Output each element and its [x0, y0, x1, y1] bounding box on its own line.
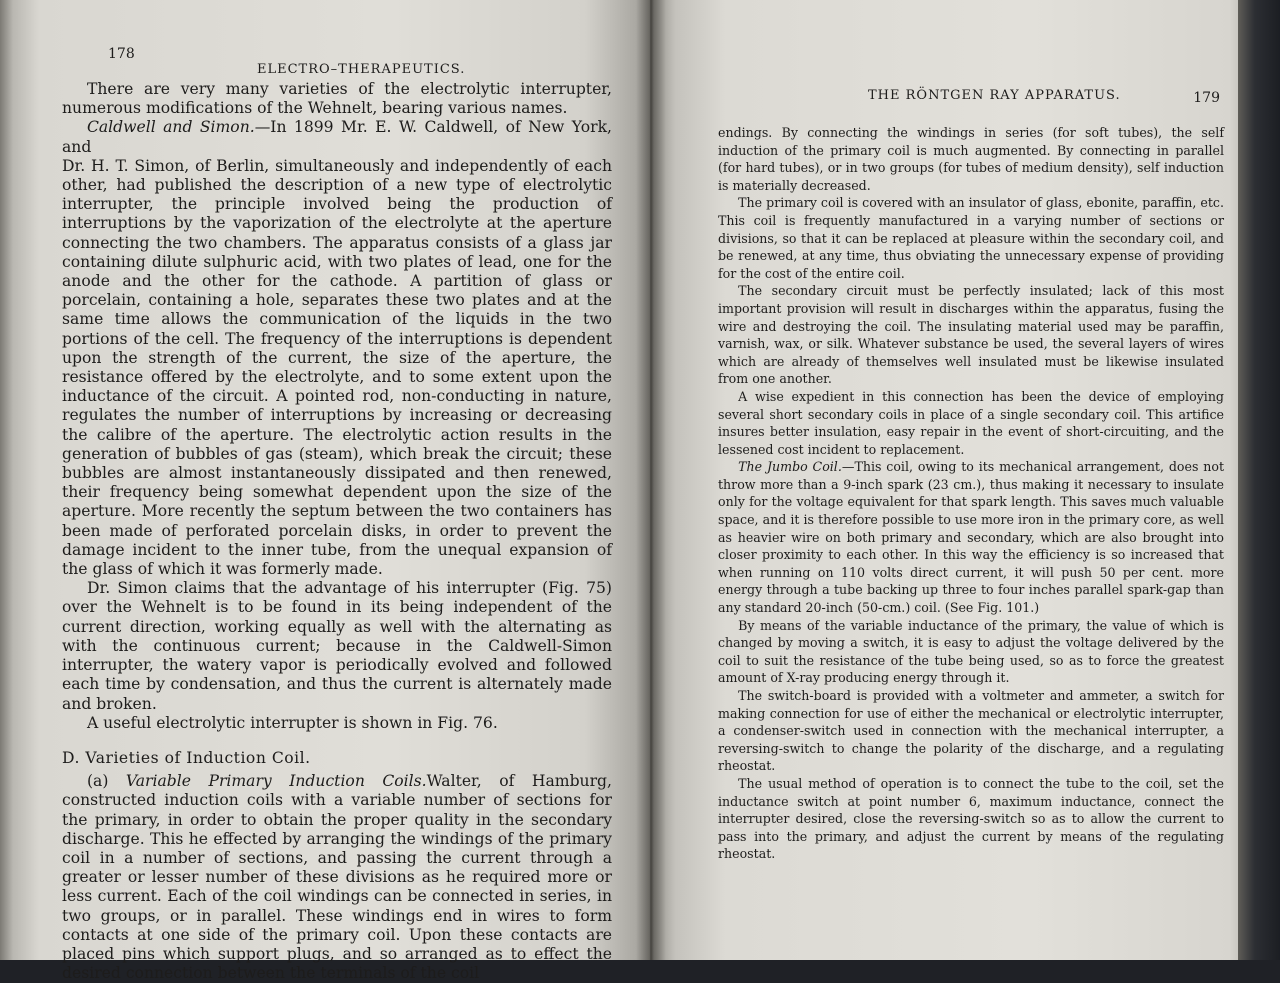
paragraph: endings. By connecting the windings in series (for soft tubes), the self induction of the primary coil is much augmented. By connecting in parallel (for hard tubes), or in two groups (for tubes of medium density), self induction is materially decreased. [718, 125, 1224, 193]
jumbo-heading: The Jumbo Coil. [738, 459, 842, 475]
right-running-head [718, 80, 1224, 124]
paragraph: A wise expedient in this connection has been the device of employing several short secondary coils in place of a single secondary coil. This artifice insures better insulation, easy repair in the event of short-circuiting, and the lessened cost incident to replacement. [718, 388, 1224, 457]
right-running-title: THE RÖNTGEN RAY APPARATUS. [868, 88, 1121, 103]
paragraph: By means of the variable inductance of the primary, the value of which is changed by moving a switch, it is easy to adjust the voltage delivered by the coil to suit the resistance of the tube being used, so as to force the greatest amount of X-ray producing energy through it. [718, 617, 1224, 686]
subsection-prefix: (a) [86, 772, 109, 791]
caldwell-heading: Caldwell and Simon. [86, 118, 255, 137]
paragraph-body: —This coil, owing to its mechanical arrangement, does not throw more than a 9-inch spark (23 cm.), thus making it necessary to insulate only for the voltage equivalent for that spark length. This saves much valuable space, and it is therefore possible to use more iron in the primary core, as well as heavier wire on both primary and secondary, which are also brought into closer proximity to each other. In this way the efficiency is so increased that when running on 110 volts direct current, it will push 50 per cent. more energy through a tube backing up three to four inches parallel spark-gap than any standard 20-inch (50-cm.) coil. (See Fig. 101.) [718, 459, 1225, 616]
paragraph: A useful electrolytic interrupter is shown in Fig. 76. [86, 713, 498, 732]
section-heading: D. Varieties of Induction Coil. [62, 748, 311, 767]
right-page-number: 179 [1193, 90, 1220, 106]
left-page-number: 178 [108, 46, 135, 62]
paragraph: The usual method of operation is to connect the tube to the coil, set the inductance switch at point number 6, maximum inductance, connect the interrupter desired, close the reversing-switch so as to allow the current to pass into the primary, and adjust the current by means of the regulating rheostat. [718, 775, 1224, 862]
paragraph-body: Walter, of Hamburg, constructed induction coils with a variable number of sections for the primary, in order to obtain the proper quality in the secondary discharge. This he effected by arranging the windings of the primary coil in a number of sections, and passing the current through a greater or lesser number of these divisions as he required more or less current. Each of the coil windings can be connected in series, in two groups, or in parallel. These windings end in wires to form contacts at one side of the primary coil. Upon these contacts are placed pins which support plugs, and so arranged as to effect the desired connection between the terminals of the coil [62, 772, 612, 983]
right-page [650, 0, 1280, 960]
right-page-text [718, 124, 1224, 863]
paragraph: The secondary circuit must be perfectly insulated; lack of this most important provision will result in discharges within the apparatus, fusing the wire and destroying the coil. The insulating material used may be paraffin, varnish, wax, or silk. Whatever substance be used, the several layers of wires which are already of themselves well insulated must be likewise insulated from one another. [718, 283, 1224, 387]
paragraph: Dr. H. T. Simon, of Berlin, simultaneously and independently of each other, had published the description of a new type of electrolytic interrupter, the principle involved being the production of interruptions by the vaporization of the electrolyte at the aperture connecting the two chambers. The apparatus consists of a glass jar containing dilute sulphuric acid, with two plates of lead, one for the anode and the other for the cathode. A partition of glass or porcelain, containing a hole, separates these two plates and at the same time allows the communication of the liquids in the two portions of the cell. The frequency of the interruptions is dependent upon the strength of the current, the size of the aperture, the resistance offered by the electrolyte, and to some extent upon the inductance of the circuit. A pointed rod, non-conducting in nature, regulates the number of interruptions by increasing or decreasing the calibre of the aperture. The electrolytic action results in the generation of bubbles of gas (steam), which break the circuit; these bubbles are almost instantaneously dissipated and then renewed, their frequency being somewhat dependent upon the size of the aperture. More recently the septum between the two containers has been made of perforated porcelain disks, in order to prevent the damage incident to the inner tube, from the unequal expansion of the glass of which it was formerly made. [62, 156, 612, 579]
left-page-text [62, 80, 612, 983]
paragraph: The primary coil is covered with an insulator of glass, ebonite, paraffin, etc. This coil is frequently manufactured in a varying number of sections or divisions, so that it can be replaced at pleasure within the secondary coil, and be renewed, at any time, thus obviating the unnecessary expense of providing for the cost of the entire coil. [718, 195, 1224, 281]
book-cover-edge [1238, 0, 1280, 960]
paragraph-jumbo [718, 458, 1224, 616]
paragraph-caldwell [62, 118, 612, 156]
paragraph-variable-primary [62, 772, 612, 983]
left-running-title: ELECTRO–THERAPEUTICS. [257, 62, 466, 77]
caldwell-lead: —In 1899 Mr. E. W. Caldwell, of New York, and [62, 118, 612, 156]
paragraph: There are very many varieties of the electrolytic interrupter, numerous modifications of the Wehnelt, bearing various names. [62, 80, 612, 118]
paragraph: The switch-board is provided with a voltmeter and ammeter, a switch for making connection for use of either the mechanical or electrolytic interrupter, a condenser-switch used in connection with the mechanical interrupter, a reversing-switch to change the polarity of the discharge, and a regulating rheostat. [718, 688, 1224, 774]
left-running-head [62, 38, 612, 80]
paragraph: Dr. Simon claims that the advantage of his interrupter (Fig. 75) over the Wehnelt is to be found in its being independent of the current direction, working equally as well with the alternating as with the continuous current; because in the Caldwell-Simon interrupter, the watery vapor is periodically evolved and followed each time by condensation, and thus the current is alternately made and broken. [62, 579, 612, 713]
subsection-heading: Variable Primary Induction Coils. [125, 772, 427, 791]
book-gutter [636, 0, 666, 960]
